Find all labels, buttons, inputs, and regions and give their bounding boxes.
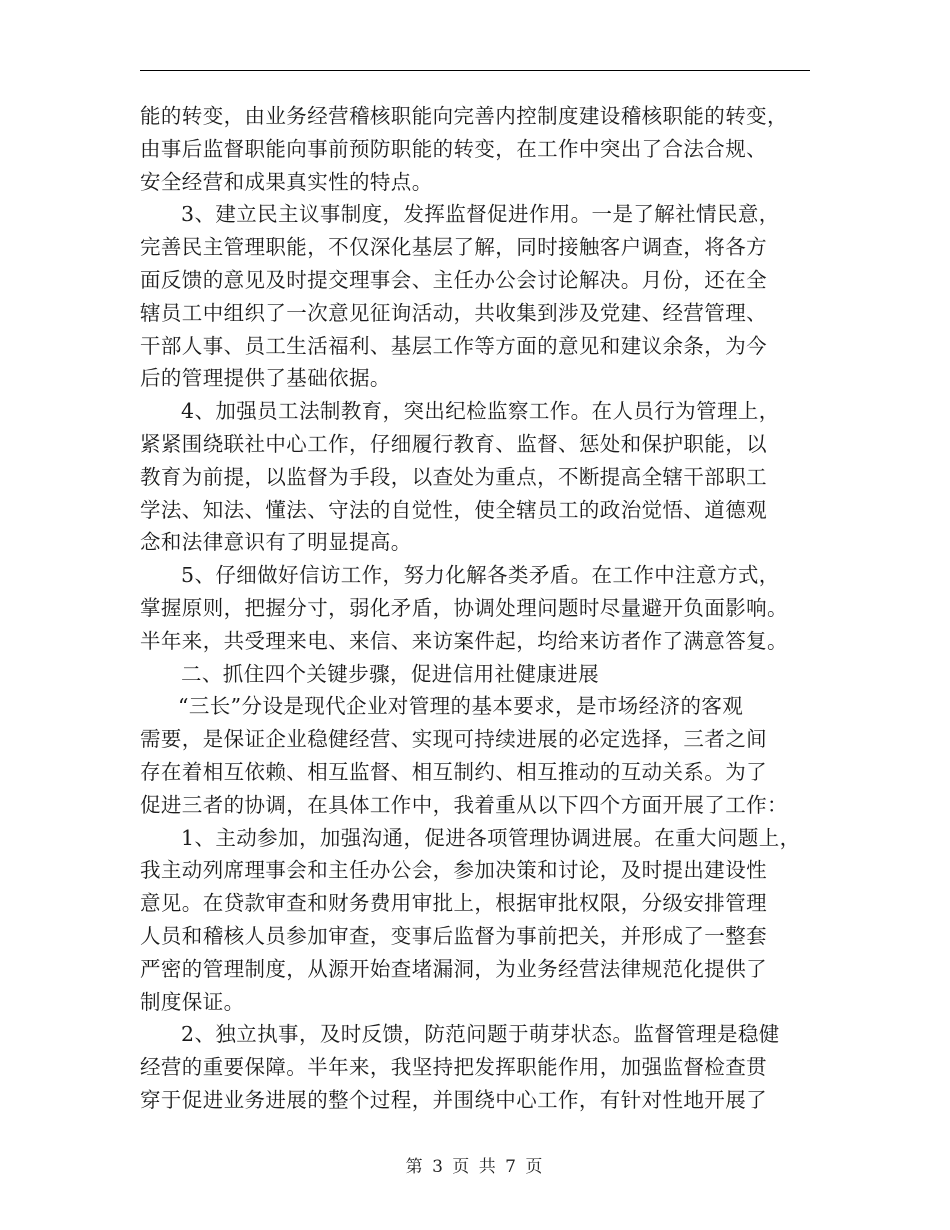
text-line: 半年来，共受理来电、来信、来访案件起，均给来访者作了满意答复。 bbox=[140, 628, 788, 653]
text-line: 制度保证。 bbox=[140, 989, 245, 1014]
text-line: 二、抓住四个关键步骤，促进信用社健康进展 bbox=[181, 661, 599, 686]
text-line: 意见。在贷款审查和财务费用审批上，根据审批权限，分级安排管理 bbox=[140, 891, 767, 916]
header-rule bbox=[140, 70, 810, 71]
text-line: 促进三者的协调，在具体工作中，我着重从以下四个方面开展了工作： bbox=[140, 792, 788, 817]
text-line: 面反馈的意见及时提交理事会、主任办公会讨论解决。月份，还在全 bbox=[140, 267, 767, 292]
text-line: 完善民主管理职能，不仅深化基层了解，同时接触客户调查，将各方 bbox=[140, 235, 767, 260]
page-number: 第 3 页 共 7 页 bbox=[405, 1157, 545, 1177]
text-line: 安全经营和成果真实性的特点。 bbox=[140, 169, 433, 194]
text-line: 由事后监督职能向事前预防职能的转变，在工作中突出了合法合规、 bbox=[140, 136, 767, 161]
text-line: 后的管理提供了基础依据。 bbox=[140, 366, 391, 391]
text-line: 4、加强员工法制教育，突出纪检监察工作。在人员行为管理上， bbox=[181, 399, 780, 424]
text-line: 干部人事、员工生活福利、基层工作等方面的意见和建议余条，为今 bbox=[140, 333, 767, 358]
text-line: 3、建立民主议事制度，发挥监督促进作用。一是了解社情民意， bbox=[181, 202, 780, 227]
text-line: 掌握原则，把握分寸，弱化矛盾，协调处理问题时尽量避开负面影响。 bbox=[140, 595, 788, 620]
text-line: 1、主动参加，加强沟通，促进各项管理协调进展。在重大问题上， bbox=[181, 825, 801, 850]
text-line: 需要，是保证企业稳健经营、实现可持续进展的必定选择，三者之间 bbox=[140, 727, 767, 752]
text-line: 5、仔细做好信访工作，努力化解各类矛盾。在工作中注意方式， bbox=[181, 563, 780, 588]
text-line: 我主动列席理事会和主任办公会，参加决策和讨论，及时提出建设性 bbox=[140, 858, 767, 883]
text-line: 严密的管理制度，从源开始查堵漏洞，为业务经营法律规范化提供了 bbox=[140, 956, 767, 981]
text-line: 念和法律意识有了明显提高。 bbox=[140, 530, 412, 555]
text-line: 2、独立执事，及时反馈，防范问题于萌芽状态。监督管理是稳健 bbox=[181, 1022, 780, 1047]
text-line: 教育为前提，以监督为手段，以查处为重点，不断提高全辖干部职工 bbox=[140, 464, 767, 489]
text-line: 辖员工中组织了一次意见征询活动，共收集到涉及党建、经营管理、 bbox=[140, 300, 767, 325]
text-line: “三长”分设是现代企业对管理的基本要求，是市场经济的客观 bbox=[178, 694, 744, 719]
text-line: 存在着相互依赖、相互监督、相互制约、相互推动的互动关系。为了 bbox=[140, 759, 767, 784]
text-line: 能的转变，由业务经营稽核职能向完善内控制度建设稽核职能的转变， bbox=[140, 104, 788, 128]
text-line: 人员和稽核人员参加审查，变事后监督为事前把关，并形成了一整套 bbox=[140, 923, 767, 948]
text-line: 紧紧围绕联社中心工作，仔细履行教育、监督、惩处和保护职能，以 bbox=[140, 431, 767, 456]
document-body bbox=[140, 100, 830, 1117]
text-line: 经营的重要保障。半年来，我坚持把发挥职能作用，加强监督检查贯 bbox=[140, 1055, 767, 1080]
text-line: 穿于促进业务进展的整个过程，并围绕中心工作，有针对性地开展了 bbox=[140, 1087, 767, 1112]
text-line: 学法、知法、懂法、守法的自觉性，使全辖员工的政治觉悟、道德观 bbox=[140, 497, 767, 522]
